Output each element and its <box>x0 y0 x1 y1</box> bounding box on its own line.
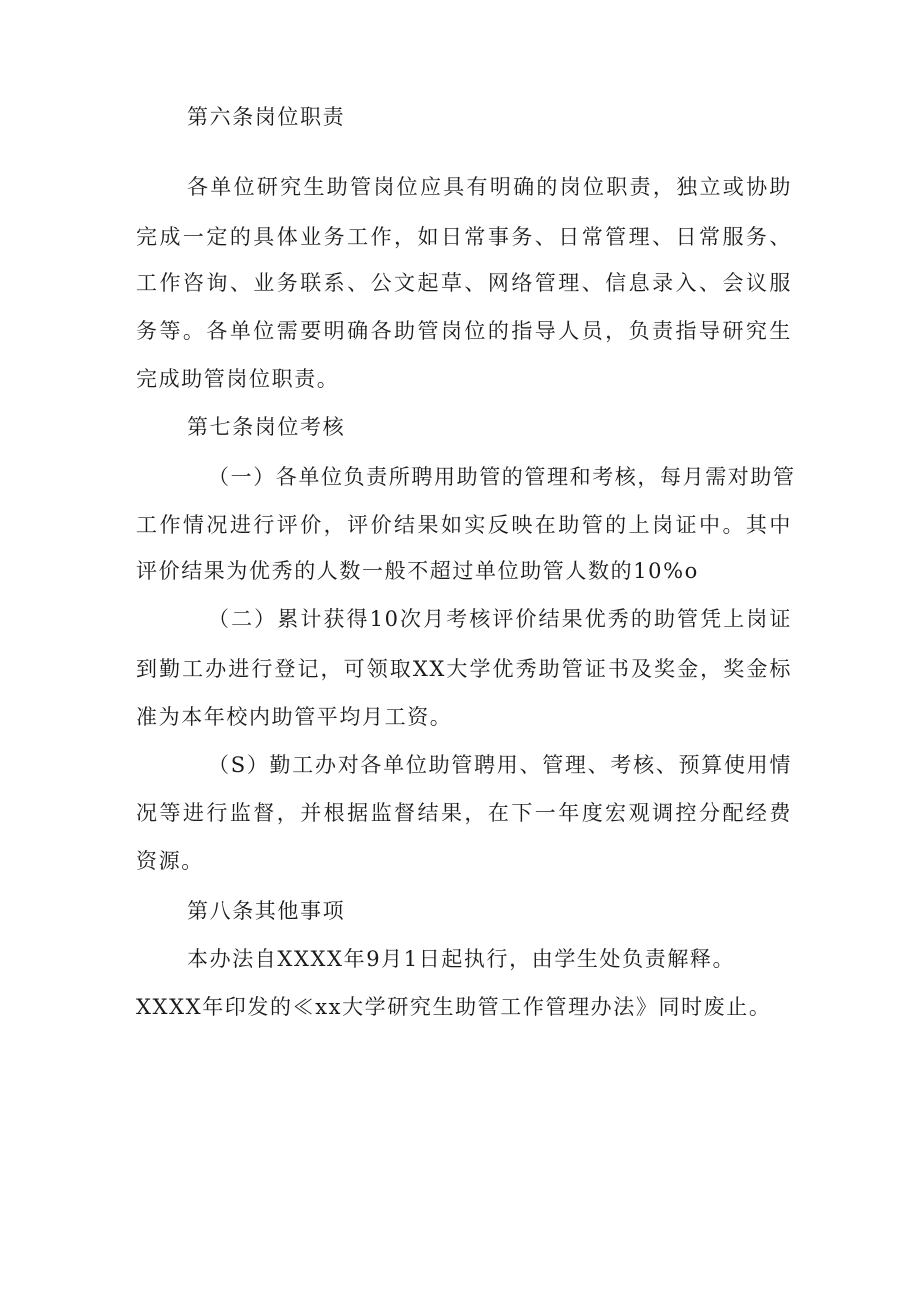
article-8-paragraph-line: XXXX年印发的≪xx大学研究生助管工作管理办法》同时废止。 <box>136 995 772 1019</box>
article-7-item-3-line: （S）勤工办对各单位助管聘用、管理、考核、预算使用情 <box>208 753 792 777</box>
article-7-item-2-line: 准为本年校内助管平均月工资。 <box>136 705 453 729</box>
article-6-paragraph-line: 务等。各单位需要明确各助管岗位的指导人员，负责指导研究生 <box>136 319 792 343</box>
article-7-item-1-line: （一）各单位负责所聘用助管的管理和考核，每月需对助管 <box>208 465 796 489</box>
article-7-item-3-line: 资源。 <box>136 849 204 873</box>
article-7-item-3-line: 况等进行监督，并根据监督结果，在下一年度宏观调控分配经费 <box>136 801 792 825</box>
article-8-paragraph-line: 本办法自XXXX年9月1日起执行，由学生处负责解释。 <box>187 947 736 971</box>
article-7-item-1-line: 工作情况进行评价，评价结果如实反映在助管的上岗证中。其中 <box>136 513 792 537</box>
article-7-heading: 第七条岗位考核 <box>187 415 346 439</box>
article-6-heading: 第六条岗位职责 <box>187 105 346 129</box>
article-6-paragraph-line: 各单位研究生助管岗位应具有明确的岗位职责，独立或协助 <box>187 175 792 199</box>
article-8-heading: 第八条其他事项 <box>187 899 346 923</box>
article-6-paragraph-line: 工作咨询、业务联系、公文起草、网络管理、信息录入、会议服 <box>136 271 792 295</box>
article-6-paragraph-line: 完成一定的具体业务工作，如日常事务、日常管理、日常服务、 <box>136 225 792 249</box>
article-7-item-2-line: 到勤工办进行登记，可领取XX大学优秀助管证书及奖金，奖金标 <box>136 657 792 681</box>
article-7-item-1-line: 评价结果为优秀的人数一般不超过单位助管人数的10%o <box>136 559 699 583</box>
article-6-paragraph-line: 完成助管岗位职责。 <box>136 367 340 391</box>
article-7-item-2-line: （二）累计获得10次月考核评价结果优秀的助管凭上岗证 <box>208 607 792 631</box>
